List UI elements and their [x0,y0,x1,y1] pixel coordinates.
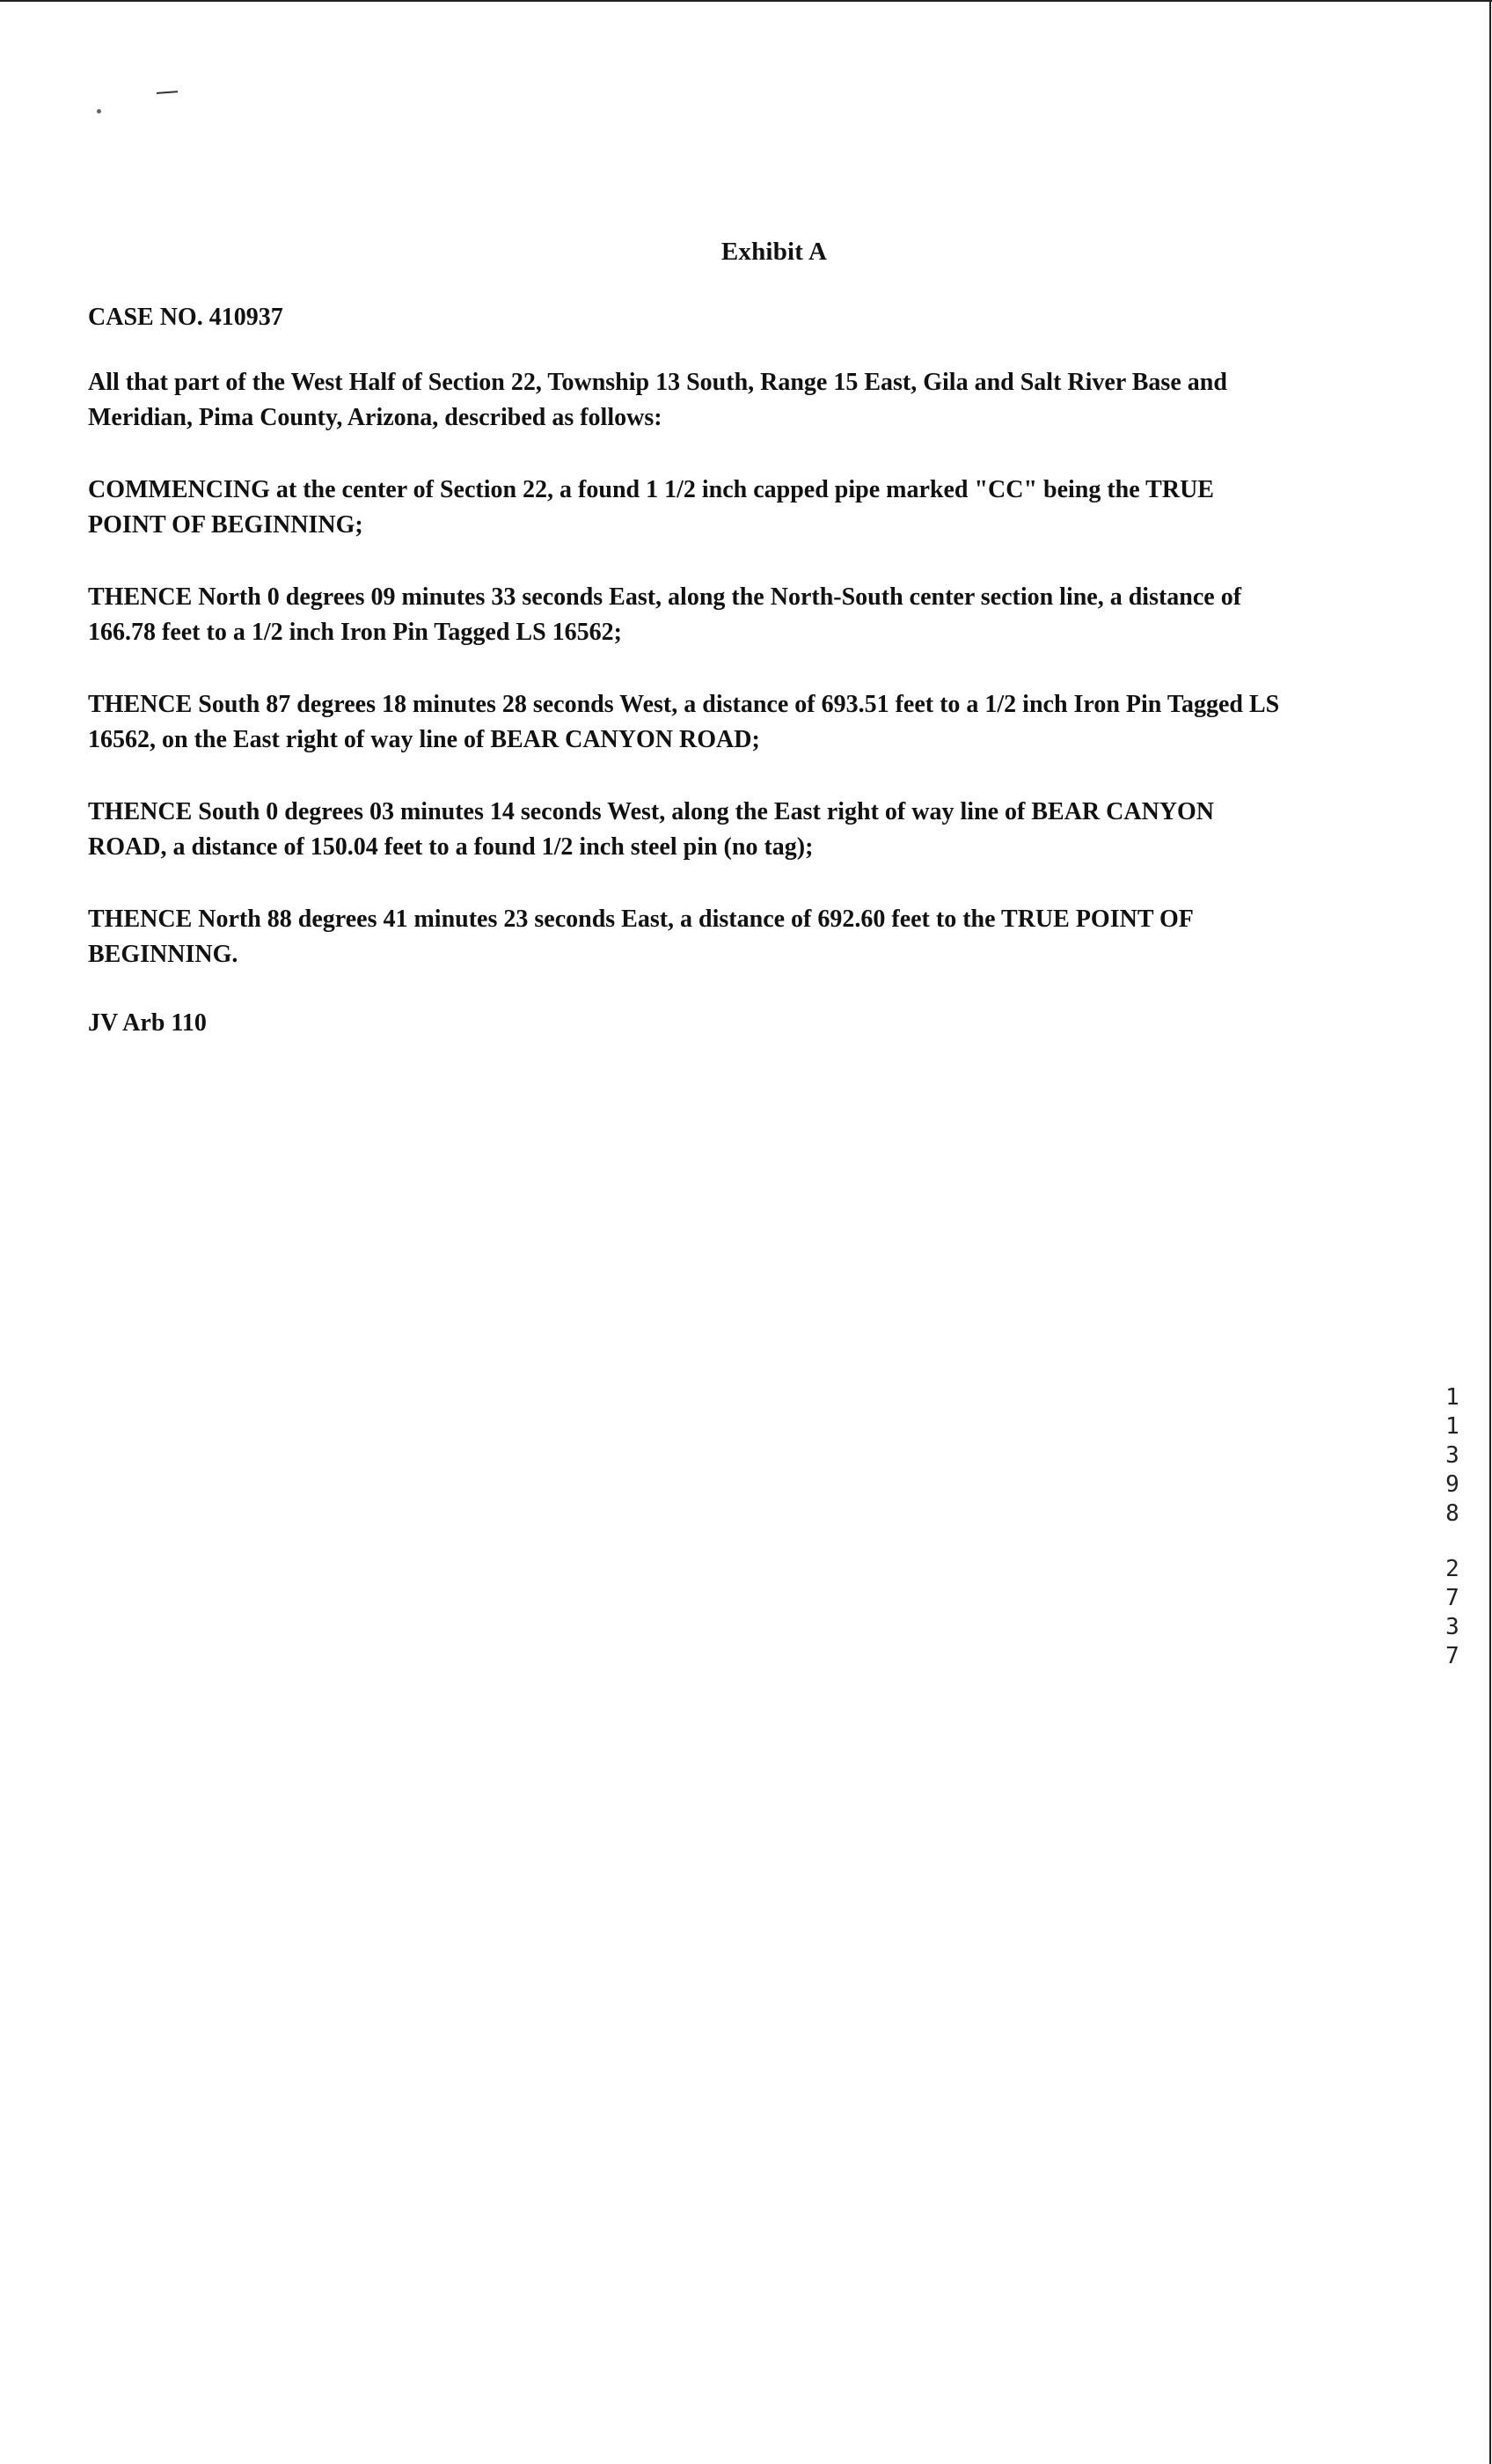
paragraph-course-1 [88,580,1408,650]
paragraph-line: THENCE North 88 degrees 41 minutes 23 seconds East, a distance of 692.60 feet to the TRUE POINT OF [88,906,1194,933]
scan-artifact-dot [97,109,101,114]
paragraph-line: POINT OF BEGINNING; [88,511,363,539]
stamp-digit: 3 [1445,1442,1459,1469]
page-right-edge-lower [1489,1716,1491,2464]
page-top-edge [0,0,1492,2]
paragraph-line: COMMENCING at the center of Section 22, a found 1 1/2 inch capped pipe marked "CC" being the TRUE [88,476,1214,503]
paragraph-course-3 [88,795,1408,865]
stamp-digit: 1 [1445,1413,1459,1440]
paragraph-course-4 [88,902,1408,972]
page-right-edge [1489,0,1491,1716]
stamp-digit: 8 [1445,1500,1459,1527]
paragraph-line: BEGINNING. [88,941,238,968]
scan-artifact-mark [157,91,178,94]
stamp-digit: 7 [1445,1585,1459,1611]
paragraph-line: THENCE North 0 degrees 09 minutes 33 seconds East, along the North-South center section line, a distance of [88,583,1242,611]
stamp-digit: 2 [1445,1556,1459,1582]
recording-stamp [1439,1383,1466,1671]
stamp-gap [1439,1529,1466,1555]
paragraph-line: Meridian, Pima County, Arizona, described as follows: [88,404,662,431]
stamp-digit: 7 [1445,1643,1459,1669]
paragraph-line: THENCE South 87 degrees 18 minutes 28 seconds West, a distance of 693.51 feet to a 1/2 inch Iron Pin Tagged LS [88,691,1280,718]
paragraph-line: 16562, on the East right of way line of BEAR CANYON ROAD; [88,726,760,753]
paragraph-commencing [88,473,1408,543]
exhibit-title: Exhibit A [720,238,828,266]
paragraph-line: All that part of the West Half of Section 22, Township 13 South, Range 15 East, Gila and Salt River Base and [88,369,1227,396]
paragraph-line: THENCE South 0 degrees 03 minutes 14 seconds West, along the East right of way line of BEAR CANYON [88,798,1215,825]
paragraph-intro [88,365,1408,436]
paragraph-line: 166.78 feet to a 1/2 inch Iron Pin Tagged LS 16562; [88,619,622,646]
legal-description [88,238,1408,1038]
stamp-digit: 9 [1445,1471,1459,1498]
stamp-digit: 1 [1445,1384,1459,1411]
paragraph-line: ROAD, a distance of 150.04 feet to a found 1/2 inch steel pin (no tag); [88,833,814,861]
case-number: CASE NO. 410937 [88,304,283,331]
arbitration-reference: JV Arb 110 [88,1009,207,1037]
stamp-digit: 3 [1445,1614,1459,1640]
paragraph-course-2 [88,687,1408,758]
